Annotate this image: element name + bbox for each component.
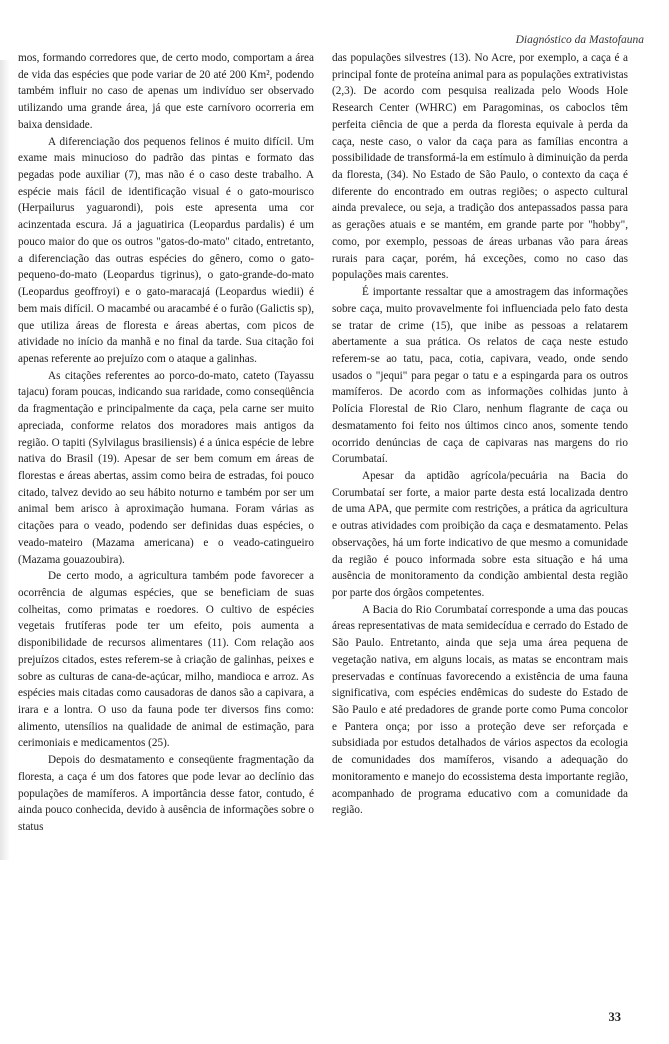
paragraph: As citações referentes ao porco-do-mato, cateto (Tayassu tajacu) foram poucas, indicando sua raridade, como conseqüência da fragmentação e principalmente da caça, pela carne ser muito apreciada, conforme relatos dos moradores mais antigos da região. O tapiti (Sylvilagus brasiliensis) é a única espécie de lebre nativa do Brasil (19). Apesar de ser bem comum em áreas de florestas e áreas abertas, assim como beira de estradas, foi pouco citado, talvez devido ao seu hábito noturno e também por ser um animal bem arisco à aproximação humana. Foram várias as citações para o veado, podendo ser definidas duas espécies, o veado-mateiro (Mazama americana) e o veado-catingueiro (Mazama gouazoubira). — [18, 369, 314, 566]
right-column — [332, 50, 628, 819]
paragraph: mos, formando corredores que, de certo modo, comportam a área de vida das espécies que pode variar de 20 até 200 Km², podendo também influir no caso de apenas um indivíduo ser observado utilizando uma grande área, já que este carnívoro ocorreria em baixa densidade. — [18, 52, 314, 131]
paragraph: É importante ressaltar que a amostragem das informações sobre caça, muito provavelmente foi influenciada pelo fato desta se tratar de crime (15), que inibe as pessoas a relatarem abertamente a sua prática. Os relatos de caça neste estudo referem-se ao tatu, paca, cotia, capivara, veado, onde sendo usados o "jequi" para pegar o tatu e a espingarda para os outros mamíferos. De acordo com as informações colhidas junto à Polícia Florestal de Rio Claro, nenhum flagrante de caça ou desmatamento foi feito nos últimos cinco anos, somente tendo ocorrido denúncias de caça de capivaras nas margens do rio Corumbataí. — [332, 286, 628, 466]
paragraph: De certo modo, a agricultura também pode favorecer a ocorrência de algumas espécies, que se beneficiam de suas colheitas, como primatas e roedores. O cultivo de espécies vegetais frutíferas pode ter um efeito, pois aumenta a disponibilidade de recursos alimentares (11). Com relação aos prejuízos citados, estes referem-se à criação de galinhas, peixes e sobre as culturas de cana-de-açúcar, milho, mandioca e arroz. As espécies mais citadas como causadoras de danos são a capivara, a irara e a lontra. O uso da fauna pode ter diversos fins como: alimento, utensílios na qualidade de animal de estimação, para cerimoniais e medicamentos (25). — [18, 570, 314, 750]
paragraph: Depois do desmatamento e conseqüente fragmentação da floresta, a caça é um dos fatores que pode levar ao declínio das populações de mamíferos. A importância desse fator, contudo, é ainda pouco conhecida, devido à ausência de informações sobre o status — [18, 754, 314, 834]
page-edge-shadow — [0, 60, 10, 860]
page-number: 33 — [608, 1010, 621, 1024]
paragraph: Apesar da aptidão agrícola/pecuária na Bacia do Corumbataí ser forte, a maior parte desta está localizada dentro de uma APA, que permite com restrições, a prática da agricultura e outras atividades com proibição da caça e desmatamento. Pelas observações, há um forte indicativo de que mesmo a comunidade da região é pouco informada sobre esta situação e há uma ausência de monitoramento da condição ambiental desta região por parte dos órgãos competentes. — [332, 469, 628, 599]
paragraph: A Bacia do Rio Corumbataí corresponde a uma das poucas áreas representativas de mata semidecídua e cerrado do Estado de São Paulo. Entretanto, ainda que seja uma área pequena de vegetação nativa, em alguns locais, as matas se encontram mais preservadas e contínuas favorecendo a existência de uma fauna significativa, com espécies endêmicas do sudeste do Estado de São Paulo e até predadores de grande porte como Puma concolor e Pantera onça; por isso a proteção deve ser reforçada e subsidiada por estudos detalhados de vários aspectos da ecologia de comunidades dos mamíferos, visando a adequação do monitoramento e manejo do ecossistema desta importante região, acompanhado de programa educativo com a comunidade da região. — [332, 603, 628, 817]
running-head: Diagnóstico da Mastofauna — [515, 34, 644, 46]
paragraph: A diferenciação dos pequenos felinos é muito difícil. Um exame mais minucioso do padrão das pintas e formato das pegadas pode auxiliar (7), mas não é o caso deste trabalho. A espécie mais fácil de identificação visual é o gato-mourisco (Herpailurus yaguarondi), pois este apresenta uma cor acinzentada escura. Já a jaguatirica (Leopardus pardalis) é um pouco maior do que os outros "gatos-do-mato" citado, entretanto, a diferenciação das outras espécies do gênero, como o gato-pequeno-do-mato (Leopardus tigrinus), o gato-grande-do-mato (Leopardus geoffroyi) e o gato-maracajá (Leopardus wiedii) é bem mais difícil. O macambé ou aracambé é o furão (Galictis sp), que utiliza áreas de floresta e áreas abertas, com picos de atividade no início da manhã e no final da tarde. Sua citação foi apenas referente ao prejuízo com o ataque a galinhas. — [18, 135, 314, 365]
left-column — [18, 50, 314, 836]
paragraph: das populações silvestres (13). No Acre, por exemplo, a caça é a principal fonte de proteína animal para as populações extrativistas (2,3). De acordo com pesquisa realizada pelo Woods Hole Research Center (WHRC) em Paragominas, os caboclos têm perfeita ciência de que a perda da floresta equivale à perda da caça, neste caso, o valor da caça para as famílias encontra a possibilidade de transformá-la em estímulo à diminuição da perda da floresta, (34). No Estado de São Paulo, o contexto da caça é diferente do encontrado em outras regiões; o aspecto cultural ainda prevalece, ou seja, a tradição dos antepassados passa para as gerações atuais e se mantém, em grande parte por "hobby", como, por exemplo, pessoas de áreas urbanas vão para áreas rurais para caçar, porém, há exceções, como no caso das populações mais carentes. — [332, 52, 628, 282]
